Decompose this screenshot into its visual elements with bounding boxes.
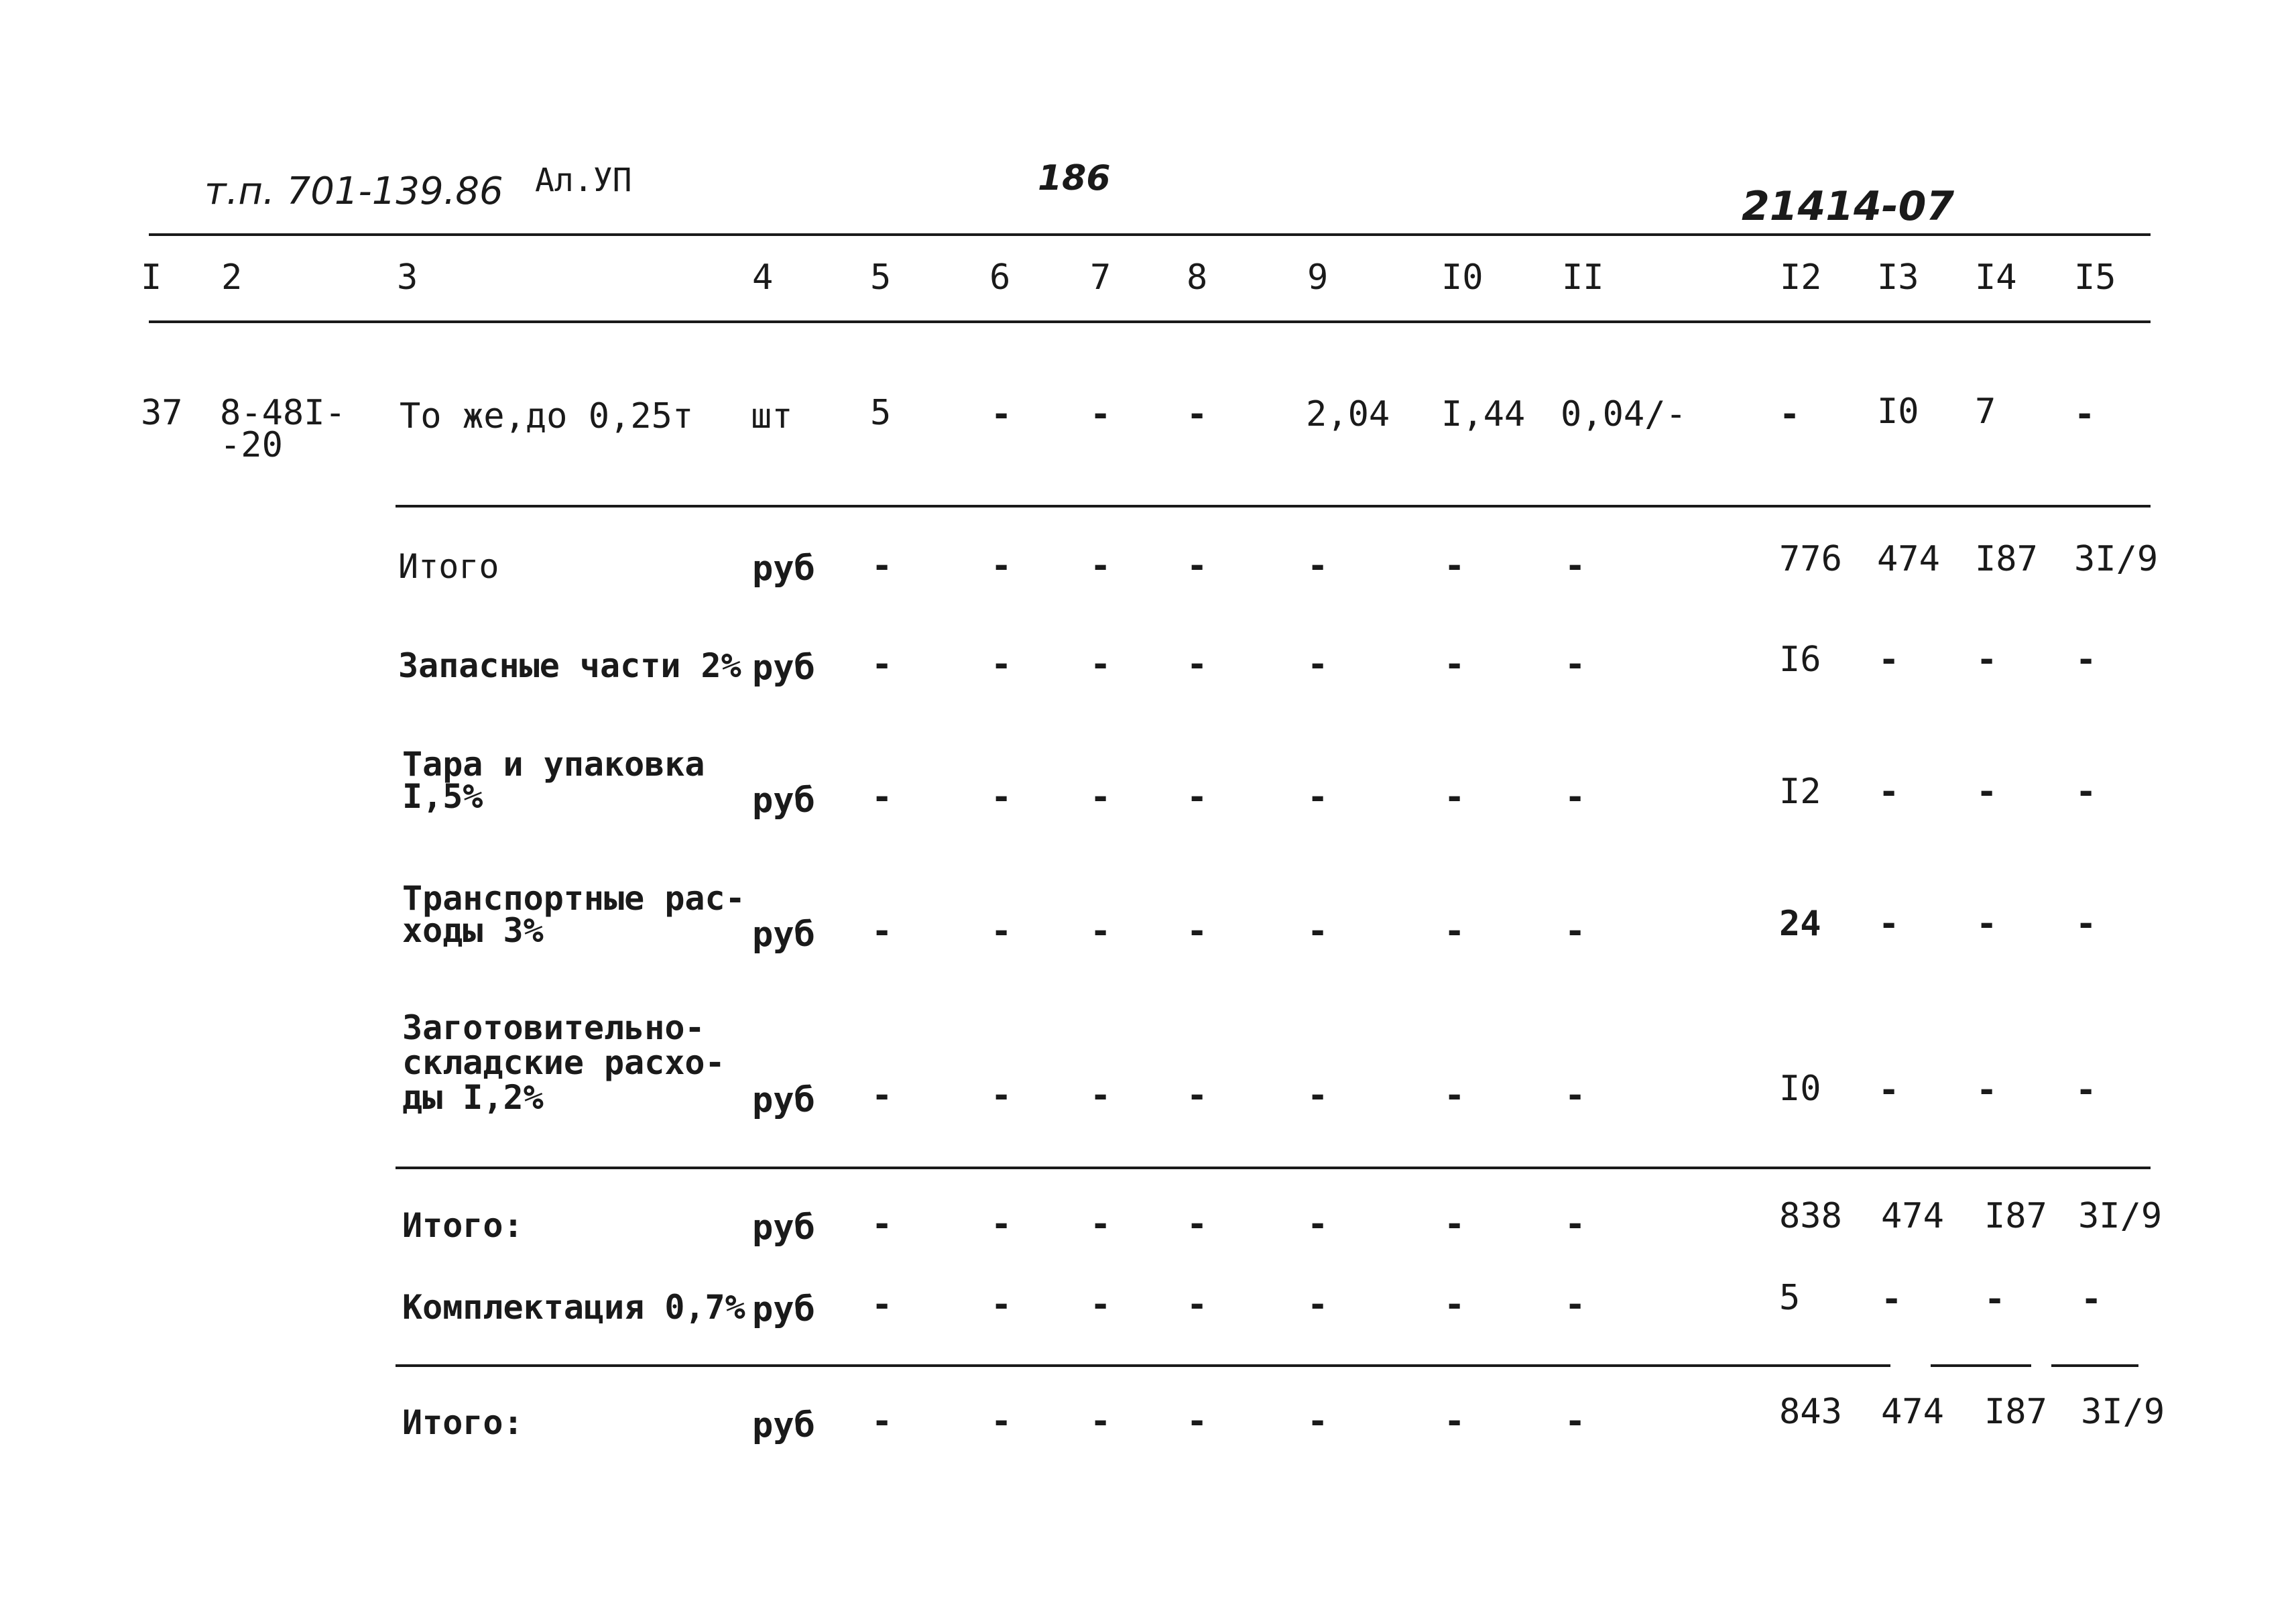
- column-header-9: 9: [1307, 257, 1329, 298]
- row-col10: -: [1444, 777, 1465, 817]
- row-col5: -: [871, 546, 893, 586]
- document-number: 21414-07: [1742, 183, 1955, 230]
- row-col7: -: [1090, 1401, 1111, 1441]
- row-col13: 474: [1877, 539, 1940, 579]
- row-col7: -: [1090, 1204, 1111, 1244]
- row-col5: -: [871, 777, 893, 817]
- top-rule: [149, 233, 2151, 236]
- item-name: То же,до 0,25т: [400, 396, 694, 436]
- row-col6: -: [991, 546, 1012, 586]
- row-col10: -: [1444, 1285, 1465, 1325]
- row-col6: -: [991, 1401, 1012, 1441]
- row-col8: -: [1187, 1204, 1208, 1244]
- row-col9: -: [1307, 644, 1329, 685]
- row-col12: 5: [1779, 1278, 1801, 1318]
- row-label: Комплектация 0,7%: [402, 1288, 745, 1327]
- row-col11: -: [1565, 1075, 1586, 1116]
- item-col14: 7: [1975, 392, 1996, 432]
- column-header-3: 3: [397, 257, 418, 298]
- row-col15: 3I/9: [2081, 1392, 2165, 1432]
- row-col14: -: [1976, 904, 1998, 944]
- column-header-12: I2: [1780, 257, 1822, 298]
- column-header-5: 5: [870, 257, 892, 298]
- row-label: Итого: [398, 547, 499, 586]
- column-header-14: I4: [1975, 257, 2017, 298]
- row-unit: руб: [752, 914, 815, 955]
- row-col8: -: [1187, 644, 1208, 685]
- row-label-line3: ды I,2%: [402, 1078, 544, 1117]
- column-header-4: 4: [752, 257, 774, 298]
- row-col6: -: [991, 644, 1012, 685]
- row-label: Запасные части 2%: [398, 646, 741, 685]
- row-col14: -: [1976, 1070, 1998, 1110]
- row-col7: -: [1090, 1285, 1111, 1325]
- item-code-line2: -20: [220, 425, 283, 465]
- row-col10: -: [1444, 911, 1465, 951]
- row-col5: -: [871, 1285, 893, 1325]
- row-col15: -: [2081, 1279, 2102, 1319]
- row-col5: -: [871, 911, 893, 951]
- item-col9: 2,04: [1306, 394, 1390, 434]
- row-col7: -: [1090, 1075, 1111, 1116]
- row-col10: -: [1444, 1401, 1465, 1441]
- row-col8: -: [1187, 1075, 1208, 1116]
- row-col8: -: [1187, 1401, 1208, 1441]
- row-label-line2: складские расхо-: [402, 1043, 725, 1082]
- item-col8: -: [1187, 394, 1208, 434]
- item-col15: -: [2074, 394, 2096, 434]
- row-col6: -: [991, 1285, 1012, 1325]
- row-col13: -: [1878, 1070, 1900, 1110]
- row-col9: -: [1307, 1285, 1329, 1325]
- item-col11: 0,04/-: [1561, 394, 1687, 434]
- row-col10: -: [1444, 1204, 1465, 1244]
- column-header-8: 8: [1187, 257, 1208, 298]
- row-col11: -: [1565, 1285, 1586, 1325]
- row-col9: -: [1307, 1075, 1329, 1116]
- row-col15: -: [2075, 1070, 2097, 1110]
- project-code: т.п. 701-139.86: [204, 170, 503, 213]
- row-col5: -: [871, 644, 893, 685]
- row-col6: -: [991, 1204, 1012, 1244]
- row-col12: I0: [1779, 1069, 1821, 1109]
- row-col15: 3I/9: [2078, 1196, 2163, 1236]
- row-label-line1: Тара и упаковка: [402, 745, 705, 784]
- row-col15: -: [2075, 772, 2097, 812]
- row-col14: I87: [1975, 539, 2038, 579]
- subtotal-rule-2: [396, 1364, 1890, 1367]
- row-col13: -: [1878, 640, 1900, 680]
- header-rule: [149, 320, 2151, 323]
- row-col11: -: [1565, 644, 1586, 685]
- row-col9: -: [1307, 777, 1329, 817]
- subtotal-rule-2-col15: [2051, 1364, 2138, 1367]
- row-col12: I6: [1779, 640, 1821, 680]
- column-header-11: II: [1562, 257, 1604, 298]
- row-col11: -: [1565, 1401, 1586, 1441]
- item-code-line1: 8-48I-: [220, 393, 346, 433]
- row-col7: -: [1090, 911, 1111, 951]
- column-header-6: 6: [989, 257, 1011, 298]
- row-col9: -: [1307, 911, 1329, 951]
- row-unit: руб: [752, 780, 815, 821]
- row-col13: -: [1881, 1279, 1902, 1319]
- row-col8: -: [1187, 911, 1208, 951]
- row-col12: I2: [1779, 772, 1821, 812]
- item-col13: I0: [1877, 392, 1919, 432]
- row-col14: I87: [1984, 1392, 2047, 1432]
- row-unit: руб: [752, 1405, 815, 1445]
- subtotal-rule-2-col14: [1931, 1364, 2031, 1367]
- column-header-1: I: [141, 257, 162, 298]
- row-col12: 843: [1779, 1392, 1842, 1432]
- column-header-2: 2: [221, 257, 243, 298]
- row-col10: -: [1444, 546, 1465, 586]
- row-col11: -: [1565, 546, 1586, 586]
- page-number: 186: [1038, 158, 1111, 198]
- row-col8: -: [1187, 1285, 1208, 1325]
- column-header-7: 7: [1090, 257, 1111, 298]
- row-col6: -: [991, 1075, 1012, 1116]
- row-col7: -: [1090, 546, 1111, 586]
- item-col7: -: [1090, 394, 1111, 434]
- item-col10: I,44: [1441, 394, 1526, 434]
- item-col12: -: [1779, 394, 1801, 434]
- row-label: Итого:: [402, 1206, 524, 1245]
- row-col13: -: [1878, 904, 1900, 944]
- row-col5: -: [871, 1204, 893, 1244]
- row-col15: -: [2075, 904, 2097, 944]
- row-label: Итого:: [402, 1403, 524, 1442]
- album-label: Ал.УП: [535, 162, 632, 199]
- column-header-13: I3: [1877, 257, 1919, 298]
- row-col12: 24: [1779, 904, 1821, 944]
- row-unit: руб: [752, 1289, 815, 1329]
- row-col6: -: [991, 911, 1012, 951]
- row-col8: -: [1187, 777, 1208, 817]
- row-unit: руб: [752, 648, 815, 688]
- row-col6: -: [991, 777, 1012, 817]
- row-col14: I87: [1984, 1196, 2047, 1236]
- row-label-line2: ходы 3%: [402, 911, 544, 950]
- row-col5: -: [871, 1401, 893, 1441]
- row-col15: -: [2075, 640, 2097, 680]
- row-col10: -: [1444, 1075, 1465, 1116]
- row-col9: -: [1307, 1204, 1329, 1244]
- item-col6: -: [991, 394, 1012, 434]
- row-col5: -: [871, 1075, 893, 1116]
- row-col13: -: [1878, 772, 1900, 812]
- row-label-line1: Заготовительно-: [402, 1008, 705, 1047]
- row-col11: -: [1565, 777, 1586, 817]
- row-col11: -: [1565, 911, 1586, 951]
- row-col14: -: [1976, 640, 1998, 680]
- row-label-line1: Транспортные рас-: [402, 879, 745, 918]
- row-col9: -: [1307, 1401, 1329, 1441]
- row-unit: руб: [752, 1080, 815, 1120]
- row-col9: -: [1307, 546, 1329, 586]
- row-col12: 776: [1779, 539, 1842, 579]
- row-unit: руб: [752, 1207, 815, 1248]
- row-col7: -: [1090, 777, 1111, 817]
- row-col10: -: [1444, 644, 1465, 685]
- item-col5: 5: [870, 393, 892, 433]
- row-col13: 474: [1881, 1196, 1944, 1236]
- row-col7: -: [1090, 644, 1111, 685]
- item-unit: шт: [751, 396, 793, 436]
- item-rule: [396, 505, 2151, 508]
- row-col15: 3I/9: [2074, 539, 2159, 579]
- row-unit: руб: [752, 548, 815, 589]
- column-header-10: I0: [1441, 257, 1484, 298]
- subtotal-rule-1: [396, 1167, 2151, 1169]
- row-col12: 838: [1779, 1196, 1842, 1236]
- row-label-line2: I,5%: [402, 777, 483, 816]
- item-number: 37: [141, 393, 183, 433]
- row-col14: -: [1976, 772, 1998, 812]
- row-col11: -: [1565, 1204, 1586, 1244]
- row-col8: -: [1187, 546, 1208, 586]
- row-col14: -: [1984, 1279, 2006, 1319]
- column-header-15: I5: [2074, 257, 2116, 298]
- row-col13: 474: [1881, 1392, 1944, 1432]
